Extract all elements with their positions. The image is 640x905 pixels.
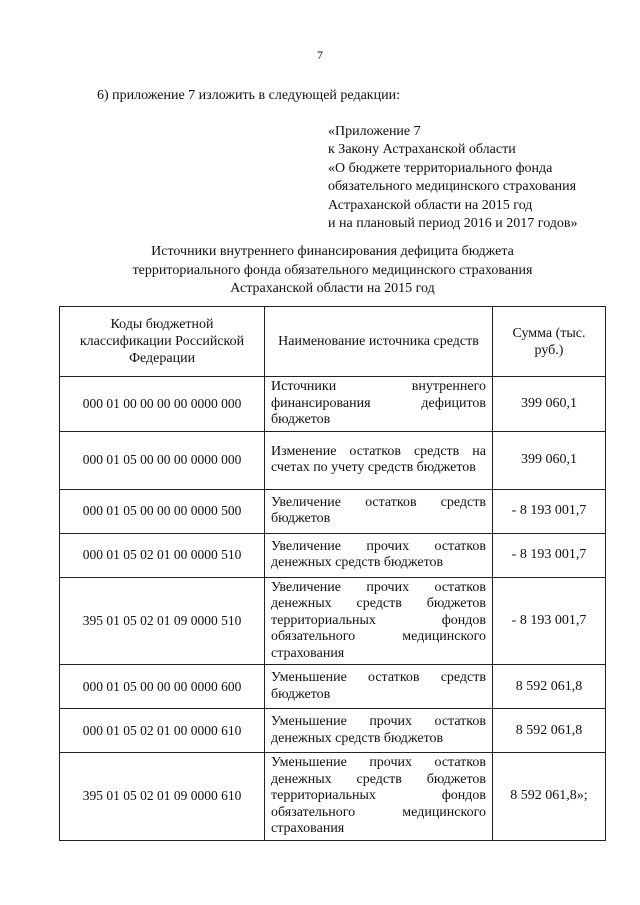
table-title-line: Источники внутреннего финансирования дефицита бюджета — [151, 244, 514, 259]
row-name: Уменьшение прочих остатков денежных средств бюджетов территориальных фондов обязательного медицинского страхования — [265, 753, 493, 841]
row-name: Уменьшение остатков средств бюджетов — [265, 665, 493, 709]
row-sum: - 8 193 001,7 — [493, 533, 606, 577]
table-title-line: территориального фонда обязательного медицинского страхования — [132, 262, 533, 278]
table-header-row — [60, 307, 606, 377]
table-row — [60, 431, 606, 489]
table-row — [60, 533, 606, 577]
row-name: Увеличение остатков средств бюджетов — [265, 489, 493, 533]
budget-sources-table — [59, 306, 606, 841]
row-sum: 8 592 061,8 — [493, 665, 606, 709]
row-name: Уменьшение прочих остатков денежных средств бюджетов — [265, 709, 493, 753]
row-code: 395 01 05 02 01 09 0000 610 — [60, 753, 265, 841]
row-code: 000 01 05 00 00 00 0000 000 — [60, 431, 265, 489]
row-sum: 8 592 061,8»; — [493, 753, 606, 841]
header-name: Наименование источника средств — [265, 307, 493, 377]
row-name: Источники внутреннего финансирования дефицитов бюджетов — [265, 377, 493, 432]
row-name: Увеличение прочих остатков денежных средств бюджетов территориальных фондов обязательного медицинского страхования — [265, 577, 493, 665]
row-code: 000 01 05 00 00 00 0000 600 — [60, 665, 265, 709]
row-sum: 399 060,1 — [493, 377, 606, 432]
header-sum: Сумма (тыс. руб.) — [493, 307, 606, 377]
appendix-header-line: обязательного медицинского страхования — [328, 179, 577, 195]
appendix-header-line: «О бюджете территориального фонда — [328, 160, 553, 176]
row-code: 395 01 05 02 01 09 0000 510 — [60, 577, 265, 665]
page-number: 7 — [317, 48, 323, 62]
appendix-header — [328, 123, 578, 233]
row-sum: - 8 193 001,7 — [493, 577, 606, 665]
appendix-header-line: «Приложение 7 — [328, 124, 421, 139]
row-code: 000 01 05 02 01 00 0000 510 — [60, 533, 265, 577]
header-code: Коды бюджетной классификации Российской Федерации — [60, 307, 265, 377]
row-sum: 399 060,1 — [493, 431, 606, 489]
row-code: 000 01 05 00 00 00 0000 500 — [60, 489, 265, 533]
row-sum: - 8 193 001,7 — [493, 489, 606, 533]
row-code: 000 01 05 02 01 00 0000 610 — [60, 709, 265, 753]
table-row — [60, 489, 606, 533]
table-row — [60, 665, 606, 709]
table-title-line: Астраханской области на 2015 год — [230, 281, 435, 296]
row-name: Изменение остатков средств на счетах по учету средств бюджетов — [265, 431, 493, 489]
table-title — [60, 243, 605, 299]
amendment-intro: 6) приложение 7 изложить в следующей редакции: — [97, 88, 400, 103]
appendix-header-line: к Закону Астраханской области — [328, 142, 516, 158]
table-row — [60, 377, 606, 432]
table-row — [60, 709, 606, 753]
appendix-header-line: и на плановый период 2016 и 2017 годов» — [328, 216, 578, 232]
table-row — [60, 753, 606, 841]
row-code: 000 01 00 00 00 00 0000 000 — [60, 377, 265, 432]
table-row — [60, 577, 606, 665]
row-name: Увеличение прочих остатков денежных средств бюджетов — [265, 533, 493, 577]
appendix-header-line: Астраханской области на 2015 год — [328, 197, 533, 213]
row-sum: 8 592 061,8 — [493, 709, 606, 753]
